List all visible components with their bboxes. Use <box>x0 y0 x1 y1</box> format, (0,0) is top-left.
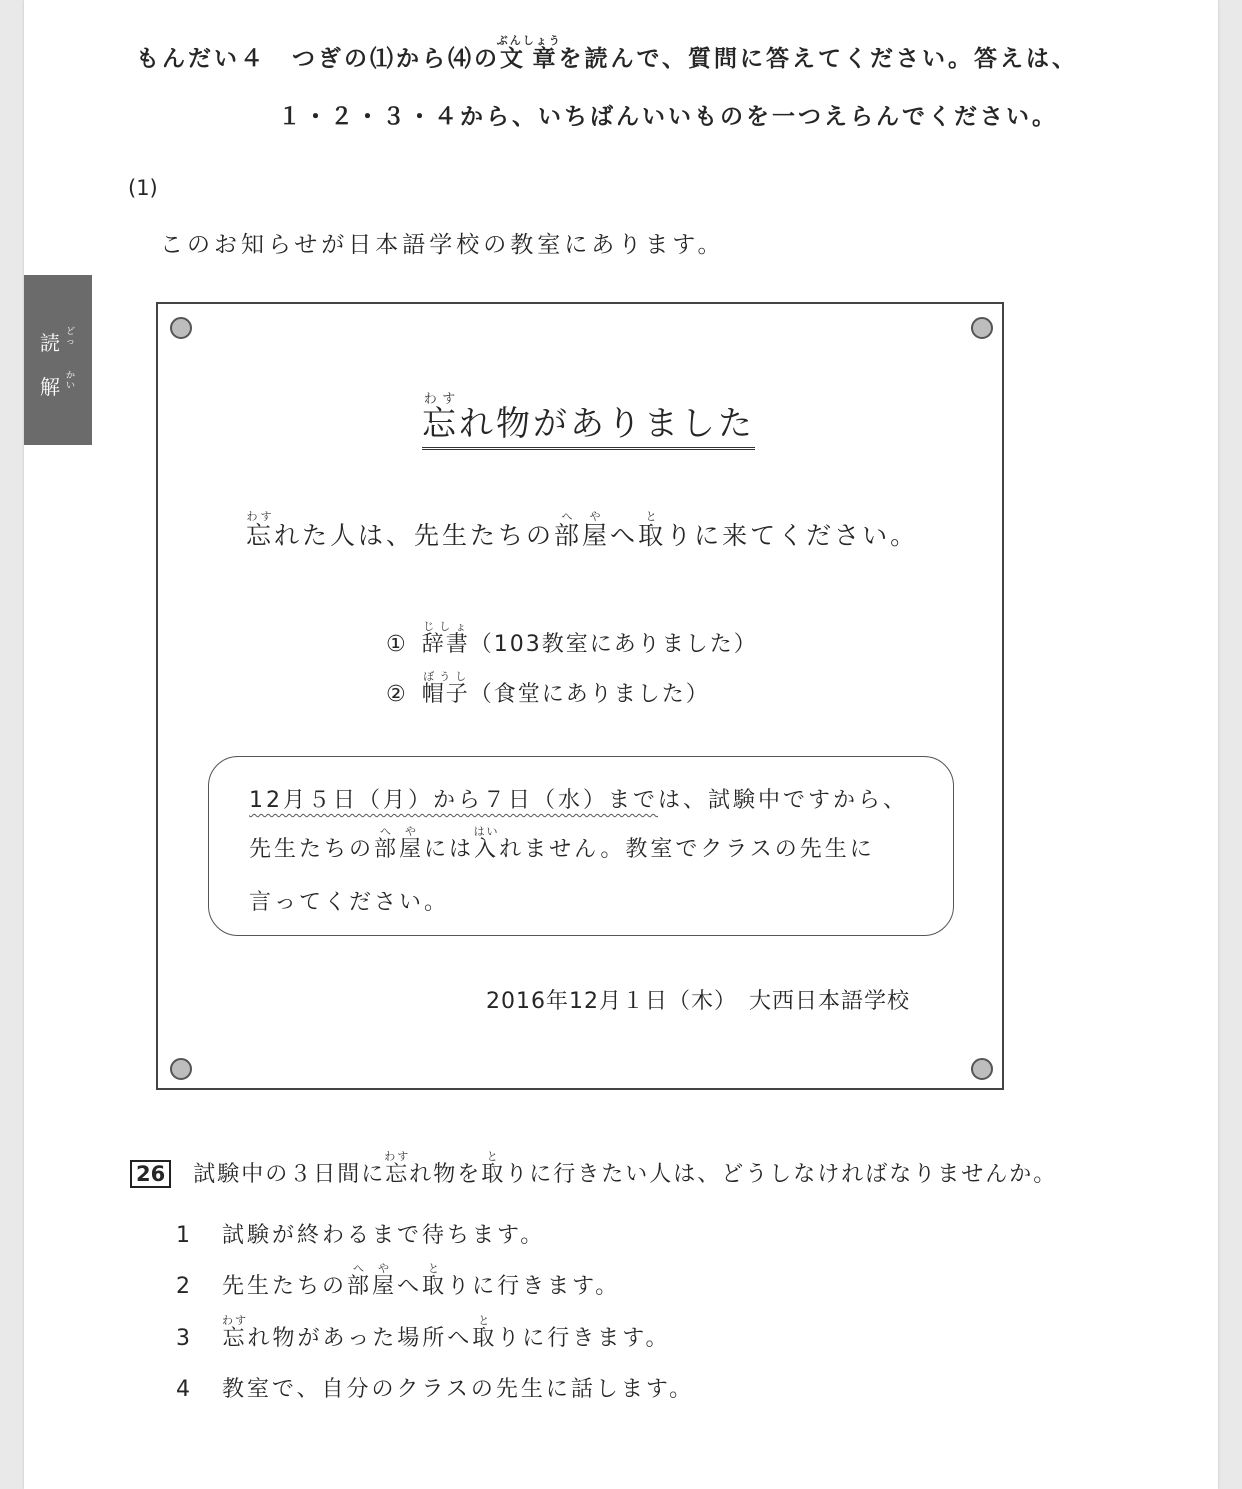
word-bunsho: 文章ぶんしょう <box>496 34 562 72</box>
box-line-3: 言ってください。 <box>249 890 450 915</box>
notice-main-line: 忘わすれた人は、先生たちの部屋へやへ取とりに来てください。 <box>246 510 919 550</box>
section-label: (1) <box>128 176 158 200</box>
exam-notice-box <box>208 756 954 936</box>
side-tab-dokkai: 読 どっ 解 かい <box>24 275 92 445</box>
instruction-line-1: もんだい４ つぎの⑴から⑷の文章ぶんしょうを読んで、質問に答えてください。答えは、 <box>136 34 1079 72</box>
pin-bottom-right <box>971 1058 993 1080</box>
pin-top-left <box>170 317 192 339</box>
pin-bottom-left <box>170 1058 192 1080</box>
notice-board <box>156 302 1004 1090</box>
answer-option-1[interactable]: 1 試験が終わるまで待ちます。 <box>176 1223 546 1248</box>
question-26: 26 試験中の３日間に忘わすれ物を取とりに行きたい人は、どうしなければなりませんか。 <box>130 1150 1057 1188</box>
list-item: ① 辞書じしょ（103教室にありました） <box>386 620 758 657</box>
instruction-line-2: １・２・３・４から、いちばんいいものを一つえらんでください。 <box>278 104 1058 130</box>
intro-text: このお知らせが日本語学校の教室にあります。 <box>160 232 725 258</box>
pin-top-right <box>971 317 993 339</box>
box-line-2: 先生たちの部屋へやには入はいれません。教室でクラスの先生に <box>249 825 875 862</box>
notice-title: 忘わすれ物がありました <box>422 392 755 450</box>
document-page <box>24 0 1218 1489</box>
answer-option-2[interactable]: 2 先生たちの部屋へやへ取とりに行きます。 <box>176 1262 621 1299</box>
answer-option-4[interactable]: 4 教室で、自分のクラスの先生に話します。 <box>176 1377 695 1402</box>
list-item: ② 帽子ぼうし（食堂にありました） <box>386 670 710 707</box>
answer-option-3[interactable]: 3 忘わすれ物があった場所へ取とりに行きます。 <box>176 1314 671 1351</box>
question-number: 26 <box>130 1160 171 1188</box>
notice-signature: 2016年12月１日（木） 大西日本語学校 <box>486 989 910 1014</box>
box-line-1: 12月５日（月）から７日（水）までは、試験中ですから、 <box>249 788 909 813</box>
